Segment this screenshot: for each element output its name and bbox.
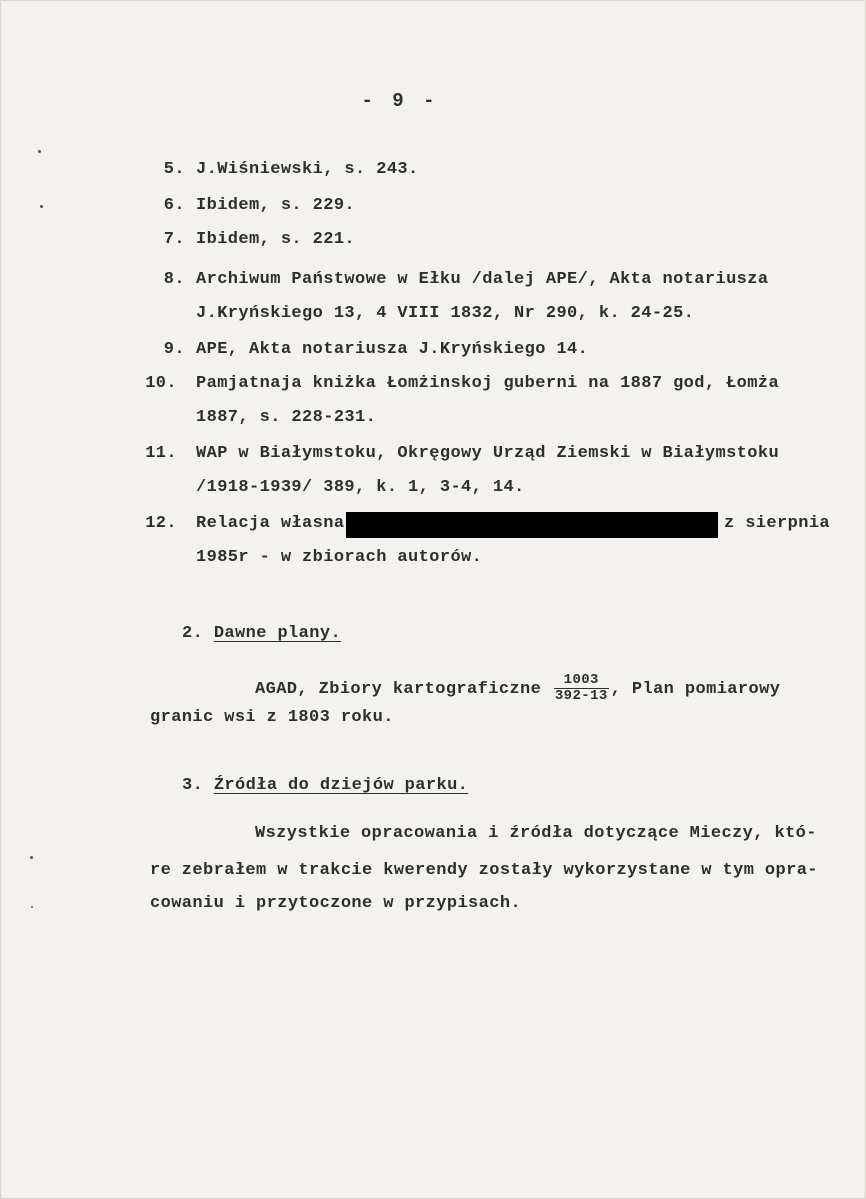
footnote-text: 1985r - w zbiorach autorów.: [196, 548, 483, 567]
footnote-text: J.Kryńskiego 13, 4 VIII 1832, Nr 290, k. 24-25.: [196, 304, 695, 323]
footnote-text: WAP w Białymstoku, Okręgowy Urząd Ziemski w Białymstoku: [196, 444, 780, 463]
fraction-numerator: 1003: [554, 673, 609, 689]
redaction-bar: [346, 512, 718, 538]
body-text-end: , Plan pomiarowy: [610, 679, 781, 699]
section-heading: [182, 776, 468, 795]
section-number: 2.: [182, 624, 204, 643]
scan-speck: [31, 906, 33, 908]
archive-signature-fraction: [554, 673, 609, 704]
footnote-number: 9.: [163, 340, 185, 359]
footnote-number: 11.: [145, 444, 177, 463]
footnote-text: Ibidem, s. 221.: [196, 230, 356, 249]
footnote-text: Relacja własna: [196, 514, 345, 533]
scan-speck: [40, 205, 43, 208]
section-number: 3.: [182, 776, 204, 795]
section-title: Dawne plany.: [213, 624, 342, 643]
footnote-text: Pamjatnaja kniżka Łomżinskoj guberni na 1887 god, Łomża: [196, 374, 780, 393]
footnote-number: 12.: [145, 514, 177, 533]
section-title: Źródła do dziejów parku.: [213, 776, 469, 795]
body-text: granic wsi z 1803 roku.: [150, 708, 394, 727]
page-number: - 9 -: [361, 90, 439, 112]
footnote-text: 1887, s. 228-231.: [196, 408, 377, 427]
scan-speck: [30, 856, 33, 859]
footnote-text: APE, Akta notariusza J.Kryńskiego 14.: [196, 340, 589, 359]
section-heading: [182, 624, 341, 643]
footnote-text: J.Wiśniewski, s. 243.: [196, 160, 419, 179]
scan-speck: [38, 150, 41, 153]
body-text-start: AGAD, Zbiory kartograficzne: [255, 679, 542, 699]
footnote-text: Ibidem, s. 229.: [196, 196, 356, 215]
fraction-denominator: 392-13: [554, 688, 608, 704]
footnote-number: 5.: [163, 160, 185, 179]
body-text: [255, 673, 780, 704]
footnote-number: 6.: [163, 196, 185, 215]
footnote-number: 7.: [163, 230, 185, 249]
body-text: cowaniu i przytoczone w przypisach.: [150, 894, 522, 913]
footnote-text: z sierpnia: [724, 514, 831, 533]
body-text: Wszystkie opracowania i źródła dotyczące Mieczy, któ-: [255, 824, 817, 843]
footnote-number: 10.: [145, 374, 177, 393]
body-text: re zebrałem w trakcie kwerendy zostały wykorzystane w tym opra-: [150, 861, 818, 880]
footnote-text: Archiwum Państwowe w Ełku /dalej APE/, Akta notariusza: [196, 270, 769, 289]
footnote-text: /1918-1939/ 389, k. 1, 3-4, 14.: [196, 478, 525, 497]
footnote-number: 8.: [163, 270, 185, 289]
